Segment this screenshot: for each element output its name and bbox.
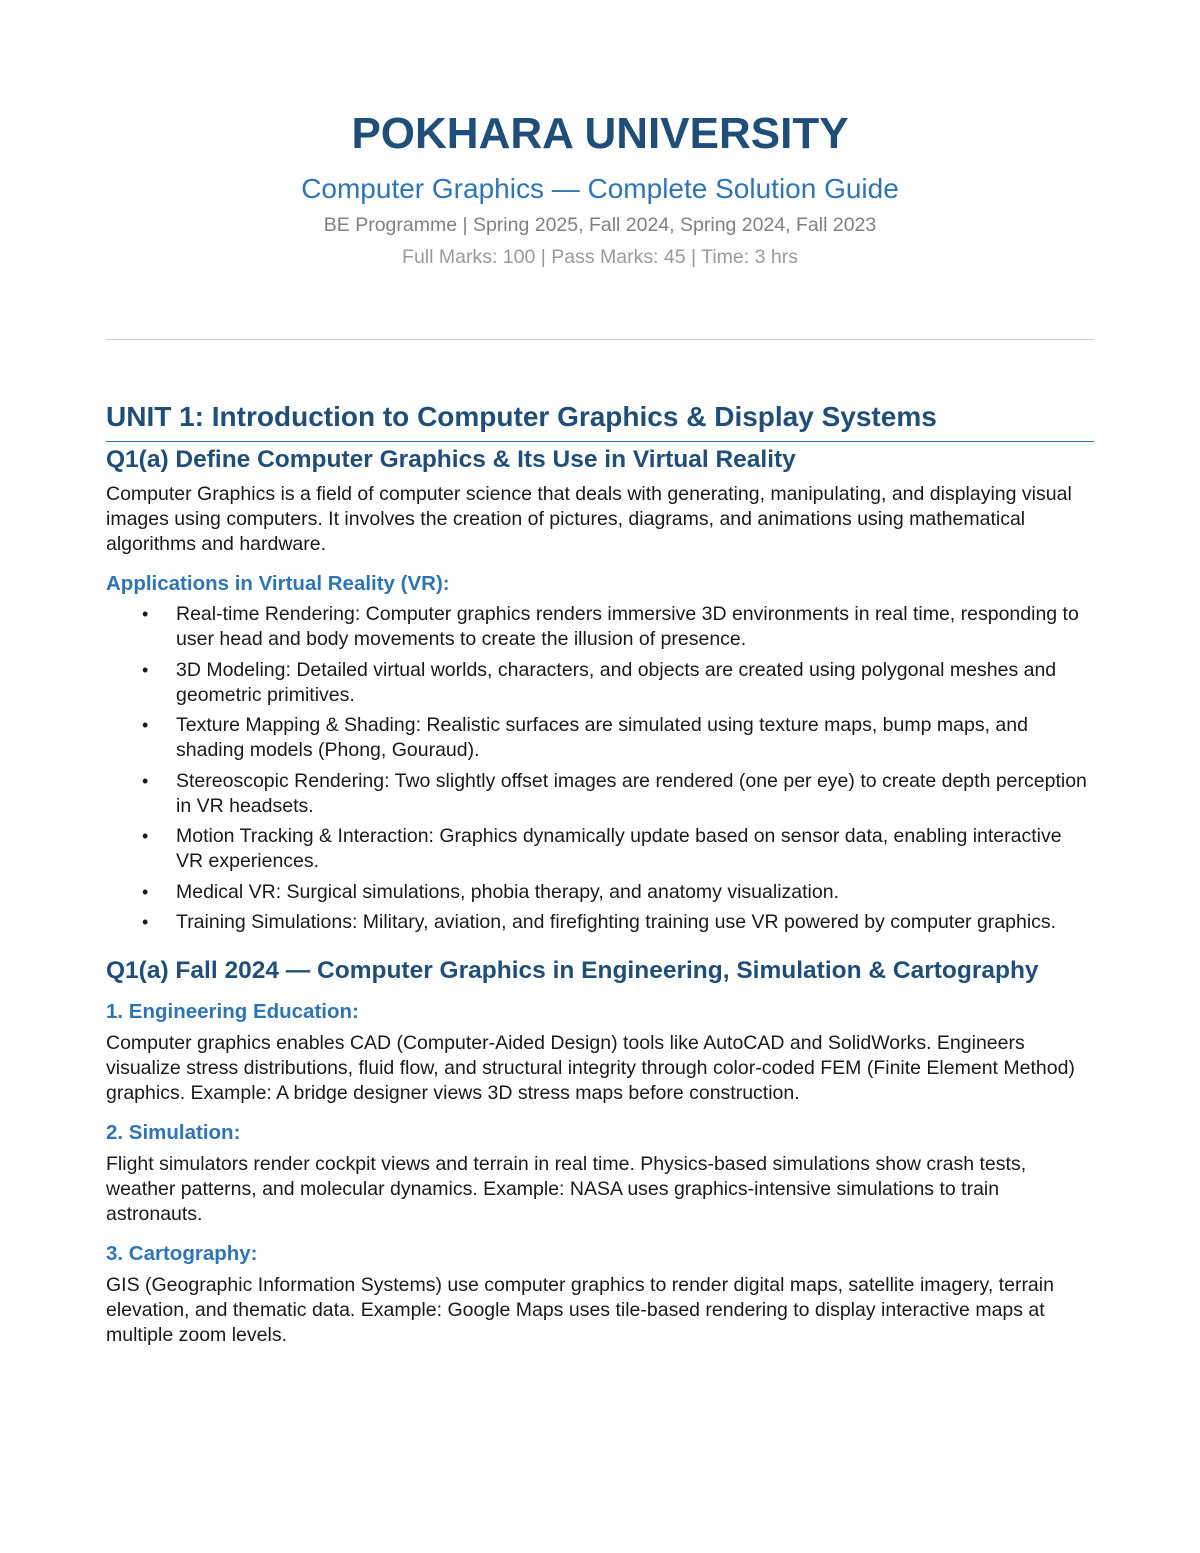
list-item: [106, 769, 1094, 819]
university-title: POKHARA UNIVERSITY: [351, 109, 849, 158]
bullet-icon: •: [142, 659, 149, 680]
bullet-icon: •: [142, 912, 149, 932]
list-item-text: Stereoscopic Rendering: Two slightly offset images are rendered (one per eye) to create depth perception in VR headsets.: [176, 769, 1087, 817]
marks-info: Full Marks: 100 | Pass Marks: 45 | Time: 3 hrs: [402, 246, 798, 268]
document-subtitle: Computer Graphics — Complete Solution Guide: [301, 173, 899, 204]
section-heading: 1. Engineering Education:: [106, 1000, 359, 1023]
list-item: [106, 658, 1094, 708]
document-header: [106, 0, 1094, 270]
list-item: [106, 880, 1094, 905]
bullet-icon: •: [142, 604, 149, 624]
section-paragraph: Flight simulators render cockpit views and terrain in real time. Physics-based simulations show crash tests, weather patterns, and molecular dynamics. Example: NASA uses graphics-intensive simulations to train astronauts.: [106, 1153, 1027, 1225]
header-divider: [106, 339, 1094, 340]
applications-list: [106, 602, 1094, 935]
list-item-text: Real-time Rendering: Computer graphics renders immersive 3D environments in real time, responding to user head and body movements to create the illusion of presence.: [176, 603, 1079, 650]
list-item: [106, 824, 1094, 874]
list-item: [106, 910, 1094, 935]
question-heading: Q1(a) Fall 2024 — Computer Graphics in Engineering, Simulation & Cartography: [106, 957, 1039, 984]
section-paragraph: Computer graphics enables CAD (Computer-Aided Design) tools like AutoCAD and SolidWorks. Engineers visualize stress distributions, fluid flow, and structural integrity through color-coded FEM (Finite Element Method) graphics. Example: A bridge designer views 3D stress maps before construction.: [106, 1032, 1075, 1104]
list-item-text: Motion Tracking & Interaction: Graphics dynamically update based on sensor data, enabling interactive VR experiences.: [176, 825, 1062, 872]
programme-info: BE Programme | Spring 2025, Fall 2024, Spring 2024, Fall 2023: [323, 214, 877, 236]
list-item-text: Medical VR: Surgical simulations, phobia therapy, and anatomy visualization.: [176, 880, 839, 903]
list-item: [106, 713, 1094, 763]
list-item: [106, 602, 1094, 652]
list-item-text: Texture Mapping & Shading: Realistic surfaces are simulated using texture maps, bump maps, and shading models (Phong, Gouraud).: [176, 714, 1028, 761]
section-heading: 2. Simulation:: [106, 1121, 241, 1144]
bullet-icon: •: [142, 770, 149, 791]
section-paragraph: GIS (Geographic Information Systems) use computer graphics to render digital maps, satellite imagery, terrain elevation, and thematic data. Example: Google Maps uses tile-based rendering to display interactive maps at multiple zoom levels.: [106, 1274, 1054, 1346]
list-item-text: 3D Modeling: Detailed virtual worlds, characters, and objects are created using polygonal meshes and geometric primitives.: [176, 658, 1057, 706]
bullet-icon: •: [142, 881, 149, 902]
bullet-icon: •: [142, 826, 149, 846]
applications-heading: Applications in Virtual Reality (VR):: [106, 572, 450, 595]
bullet-icon: •: [142, 715, 149, 735]
list-item-text: Training Simulations: Military, aviation, and firefighting training use VR powered by computer graphics.: [176, 911, 1057, 933]
definition-paragraph: Computer Graphics is a field of computer science that deals with generating, manipulating, and displaying visual images using computers. It involves the creation of pictures, diagrams, and animations using mathematical algorithms and hardware.: [106, 483, 1072, 555]
section-heading: 3. Cartography:: [106, 1242, 258, 1265]
document-body: [106, 444, 1094, 1348]
question-heading: Q1(a) Define Computer Graphics & Its Use in Virtual Reality: [106, 446, 796, 473]
unit-heading: UNIT 1: Introduction to Computer Graphics & Display Systems: [106, 399, 1094, 442]
